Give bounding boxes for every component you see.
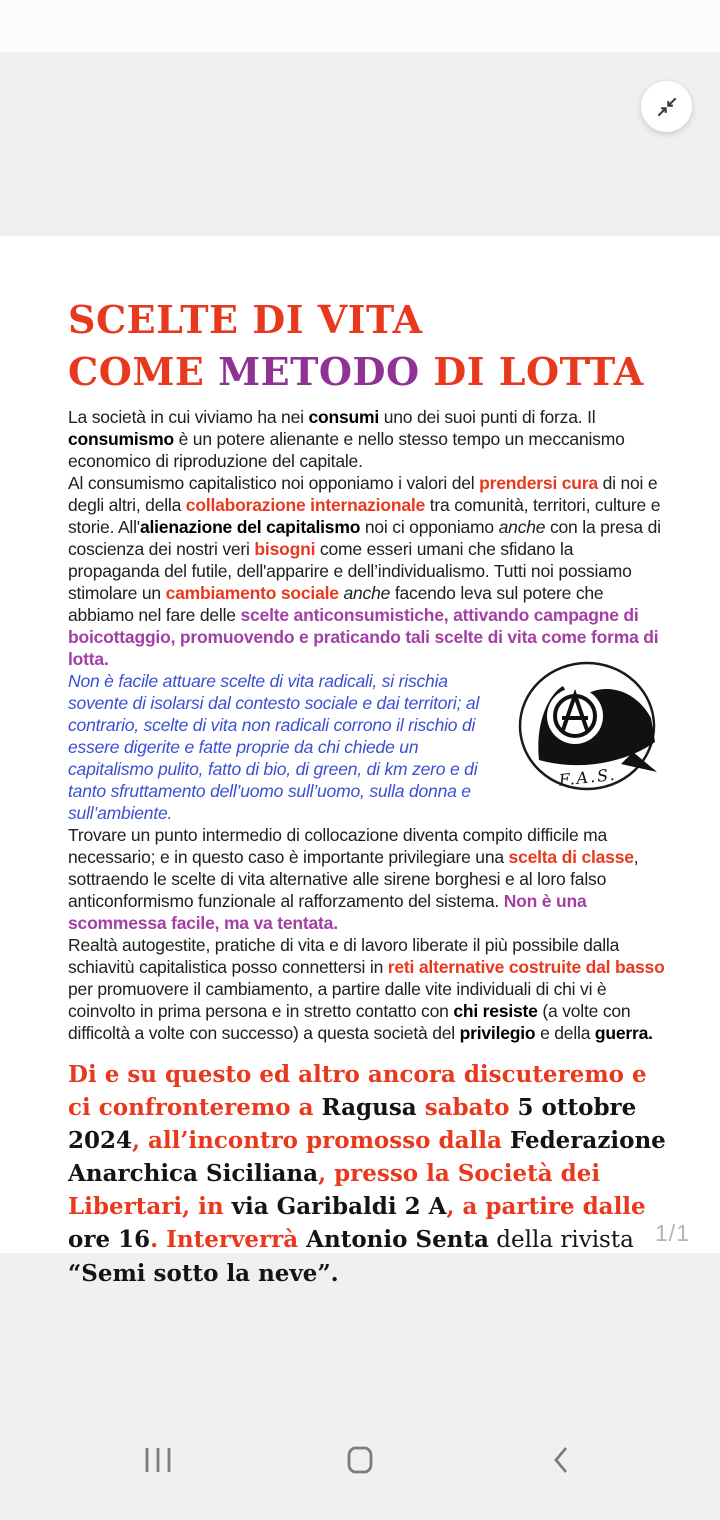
text-run: , a partire dalle bbox=[446, 1193, 646, 1220]
text-run: uno dei suoi punti di forza. Il bbox=[379, 407, 596, 427]
text-run: facendo leva sul potere che abbiamo nel fare delle bbox=[68, 583, 604, 625]
text-run: Realtà autogestite, pratiche di vita e di lavoro liberate il più possibile dalla schiavitù capitalistica posso connettersi in bbox=[68, 935, 620, 977]
text-run: chi resiste bbox=[453, 1001, 538, 1021]
text-run: con la presa di coscienza dei nostri veri bbox=[68, 517, 661, 559]
text-run: . Interverrà bbox=[150, 1226, 307, 1253]
text-run: collaborazione internazionale bbox=[185, 495, 426, 515]
paragraph-realta-autogestite bbox=[68, 934, 666, 1044]
event-announcement bbox=[68, 1058, 670, 1290]
text-run: noi ci opponiamo bbox=[360, 517, 499, 537]
recents-button[interactable] bbox=[118, 1420, 198, 1500]
text-run: Ragusa bbox=[321, 1094, 417, 1121]
paragraph-scelte-radicali bbox=[68, 670, 666, 824]
fas-label: F.A.S. bbox=[557, 764, 618, 790]
collapse-arrows-icon bbox=[654, 94, 680, 120]
document-page bbox=[0, 236, 720, 1287]
page-indicator: 1/1 bbox=[655, 1220, 690, 1246]
text-run: via Garibaldi 2 A bbox=[231, 1193, 447, 1220]
text-run: Trovare un punto intermedio di collocazione diventa compito difficile ma necessario; e in questo caso è importante privilegiare una bbox=[68, 825, 608, 867]
text-run: Al consumismo capitalistico noi opponiamo i valori del bbox=[68, 473, 480, 493]
text-run: di noi e degli altri, della bbox=[68, 473, 658, 515]
title-segment: DI LOTTA bbox=[419, 349, 644, 394]
title-segment: SCELTE DI VITA bbox=[68, 297, 423, 342]
title-segment: METODO bbox=[218, 349, 420, 394]
text-run: , presso la Società dei Libertari, in bbox=[68, 1160, 601, 1220]
text-run: alienazione del capitalismo bbox=[139, 517, 361, 537]
text-run: anche bbox=[498, 517, 546, 537]
text-run: sabato bbox=[416, 1094, 518, 1121]
text-run: cambiamento sociale bbox=[165, 583, 339, 603]
text-run: Federazione Anarchica Siciliana bbox=[68, 1127, 666, 1187]
title-segment: COME bbox=[68, 349, 219, 394]
text-run: ore 16 bbox=[68, 1226, 151, 1253]
text-run: “Semi sotto la neve”. bbox=[68, 1260, 339, 1287]
text-run: La società in cui viviamo ha nei bbox=[68, 407, 309, 427]
text-run: scelta di classe bbox=[508, 847, 634, 867]
text-run: bisogni bbox=[254, 539, 316, 559]
text-run: e della bbox=[535, 1023, 595, 1043]
text-run: Non è facile attuare scelte di vita radicali, si rischia sovente di isolarsi dal contesto sociale e dai territori; al contrario, scelte di vita non radicali corrono il rischio di essere digerite e fatte proprie da chi chiede un capitalismo pulito, fatto di bio, di green, di km zero e di tanto sfruttamento dell’uomo sull’uomo, sulla donna e sull’ambiente. bbox=[68, 671, 480, 823]
text-run: consumismo bbox=[68, 429, 174, 449]
paragraph-consumi bbox=[68, 406, 666, 472]
document-body bbox=[68, 406, 666, 1044]
home-button[interactable] bbox=[320, 1420, 400, 1500]
back-button[interactable] bbox=[521, 1420, 601, 1500]
text-run: reti alternative costruite dal basso bbox=[387, 957, 665, 977]
text-run: tra comunità, territori, culture e storie. All' bbox=[68, 495, 661, 537]
text-run: prendersi cura bbox=[479, 473, 598, 493]
text-run: scelte anticonsumistiche, attivando campagne di boicottaggio, promuovendo e praticando tali scelte di vita come forma di lotta. bbox=[68, 605, 659, 669]
text-run: anche bbox=[343, 583, 391, 603]
text-run: , all’incontro promosso dalla bbox=[132, 1127, 510, 1154]
recents-icon bbox=[143, 1446, 173, 1474]
paragraph-opposizione bbox=[68, 472, 666, 670]
paragraph-punto-intermedio bbox=[68, 824, 666, 934]
text-run: Non è una scommessa facile, ma va tentata. bbox=[68, 891, 587, 933]
text-run: consumi bbox=[308, 407, 380, 427]
text-run: è un potere alienante e nello stesso tempo un meccanismo economico di riproduzione del capitale. bbox=[68, 429, 625, 471]
page-title bbox=[68, 294, 670, 398]
navigation-bar bbox=[0, 1400, 720, 1520]
text-run: 5 ottobre 2024 bbox=[68, 1094, 637, 1154]
text-run: come esseri umani che sfidano la propaganda del futile, dell'apparire e dell’individualismo. Tutti noi possiamo stimolare un bbox=[68, 539, 632, 603]
text-run: , sottraendo le scelte di vita alternative alle sirene borghesi e al loro falso anticonformismo funzionale al rafforzamento del sistema. bbox=[68, 847, 639, 911]
text-run: per promuovere il cambiamento, a partire dalle vite individuali di chi vi è coinvolto in prima persona e in stretto contatto con bbox=[68, 979, 607, 1021]
text-run: privilegio bbox=[459, 1023, 536, 1043]
collapse-button[interactable] bbox=[641, 81, 692, 132]
fas-logo bbox=[514, 660, 666, 798]
home-icon bbox=[347, 1446, 373, 1474]
text-run: della rivista bbox=[488, 1227, 634, 1253]
circle-a-anarchy-icon bbox=[514, 660, 666, 798]
text-run: Di e su questo ed altro ancora discuteremo e ci confronteremo a bbox=[68, 1061, 647, 1121]
text-run: Antonio Senta bbox=[306, 1226, 489, 1253]
status-bar bbox=[0, 0, 720, 52]
text-run: guerra. bbox=[594, 1023, 653, 1043]
back-icon bbox=[552, 1446, 570, 1474]
text-run: (a volte con difficoltà a volte con successo) a questa società del bbox=[68, 1001, 631, 1043]
